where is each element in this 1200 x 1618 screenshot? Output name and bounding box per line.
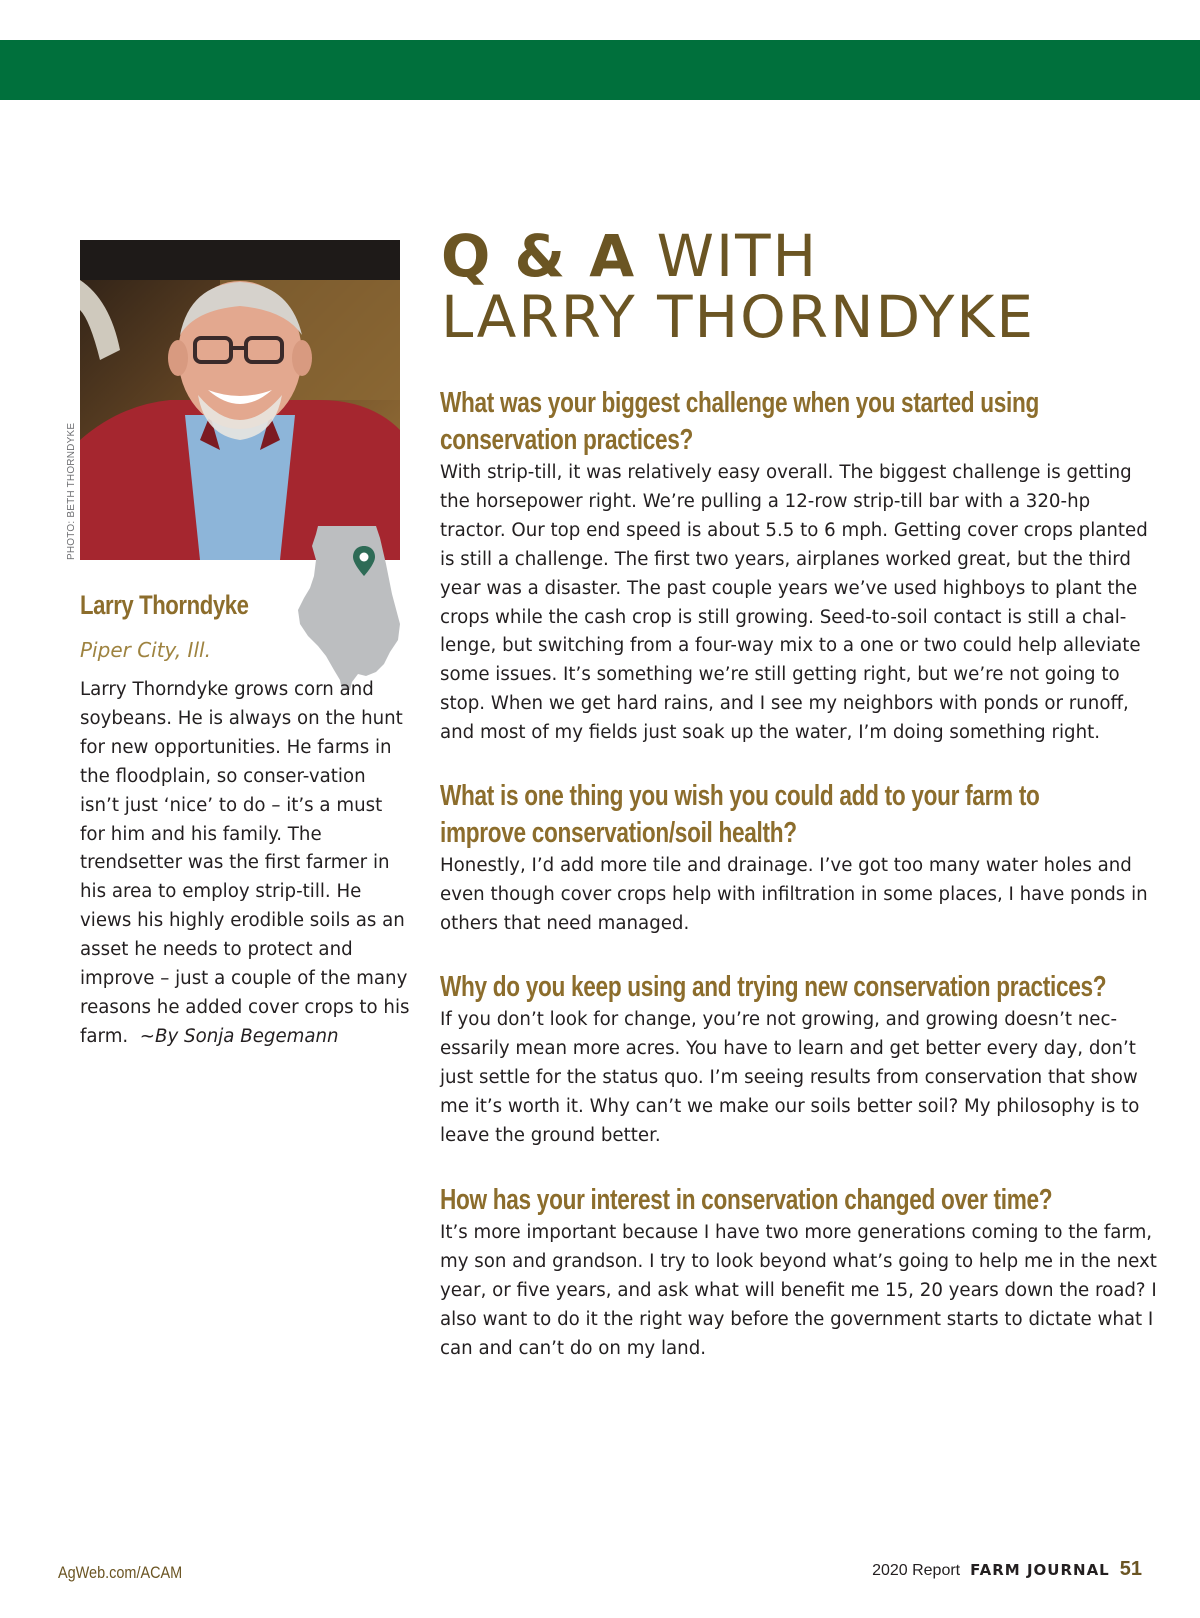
title-second-line: LARRY THORNDYKE	[441, 283, 1036, 351]
profile-bio	[80, 676, 410, 1052]
profile-byline: ~By Sonja Begemann	[139, 1025, 339, 1047]
footer-report: 2020 Report	[872, 1562, 961, 1579]
qa-answer: It’s more important because I have two more generations coming to the farm, my son and grandson. I try to look beyond what’s going to help me in the next year, or five years, and ask what will benefit me 15, 20 years down the road? I also want to do it the right way before the government starts to dictate what I can and can’t do on my land.	[440, 1222, 1157, 1359]
page-number: 51	[1119, 1558, 1142, 1580]
portrait-photo	[80, 240, 400, 560]
profile-name: Larry Thorndyke	[80, 590, 249, 620]
footer-website: AgWeb.com/ACAM	[58, 1563, 183, 1582]
title-bold-part: Q & A	[441, 222, 637, 290]
qa-block-4	[440, 1182, 1160, 1364]
qa-block-3	[440, 969, 1160, 1151]
qa-block-2	[440, 778, 1160, 939]
qa-answer: Honestly, I’d add more tile and drainage. I’ve got too many water holes and even though cover crops help with infiltration in some places, I have ponds in others that need managed.	[440, 855, 1148, 934]
photo-credit: PHOTO: BETH THORNDYKE	[66, 422, 77, 560]
qa-answer: If you don’t look for change, you’re not growing, and growing doesn’t nec-essarily mean more acres. You have to learn and get better every day, don’t just settle for the status quo. I’m seeing results from conservation that show me it’s worth it. Why can’t we make our soils better soil? My philosophy is to leave the ground better.	[440, 1009, 1140, 1146]
qa-question: What was your biggest challenge when you started using conservation practices?	[440, 387, 1040, 456]
profile-bio-text: Larry Thorndyke grows corn and soybeans. He is always on the hunt for new opportunities. He farms in the floodplain, so conser-vation isn’t just ‘nice’ to do – it’s a must for him and his family. The trendsetter was the first farmer in his area to employ strip-till. He views his highly erodible soils as an asset he needs to protect and improve – just a couple of the many reasons he added cover crops to his farm.	[80, 679, 410, 1047]
footer-right	[872, 1558, 1142, 1581]
top-color-band	[0, 40, 1200, 100]
qa-block-1	[440, 385, 1160, 748]
qa-question: What is one thing you wish you could add to your farm to improve conservation/soil health?	[440, 780, 1040, 849]
title-light-part: WITH	[656, 222, 819, 290]
profile-location: Piper City, Ill.	[80, 638, 211, 662]
footer-publication: FARM JOURNAL	[970, 1561, 1110, 1579]
qa-answer: With strip-till, it was relatively easy overall. The biggest challenge is getting the horsepower right. We’re pulling a 12-row strip-till bar with a 320-hp tractor. Our top end speed is about 5.5 to 6 mph. Getting cover crops planted is still a challenge. The first two years, airplanes worked great, but the third year was a disaster. The past couple years we’ve used highboys to plant the crops while the cash crop is still growing. Seed-to-soil contact is still a chal-lenge, but switching from a four-way mix to a one or two could help alleviate some issues. It’s something we’re still getting right, but we’re not going to stop. When we get hard rains, and I see my neighbors with ponds or runoff, and most of my fields just soak up the water, I’m doing something right.	[440, 462, 1148, 744]
qa-question: How has your interest in conservation changed over time?	[440, 1184, 1053, 1216]
illinois-map-icon	[296, 524, 402, 690]
qa-question: Why do you keep using and trying new conservation practices?	[440, 971, 1107, 1003]
page-title	[441, 222, 1036, 351]
